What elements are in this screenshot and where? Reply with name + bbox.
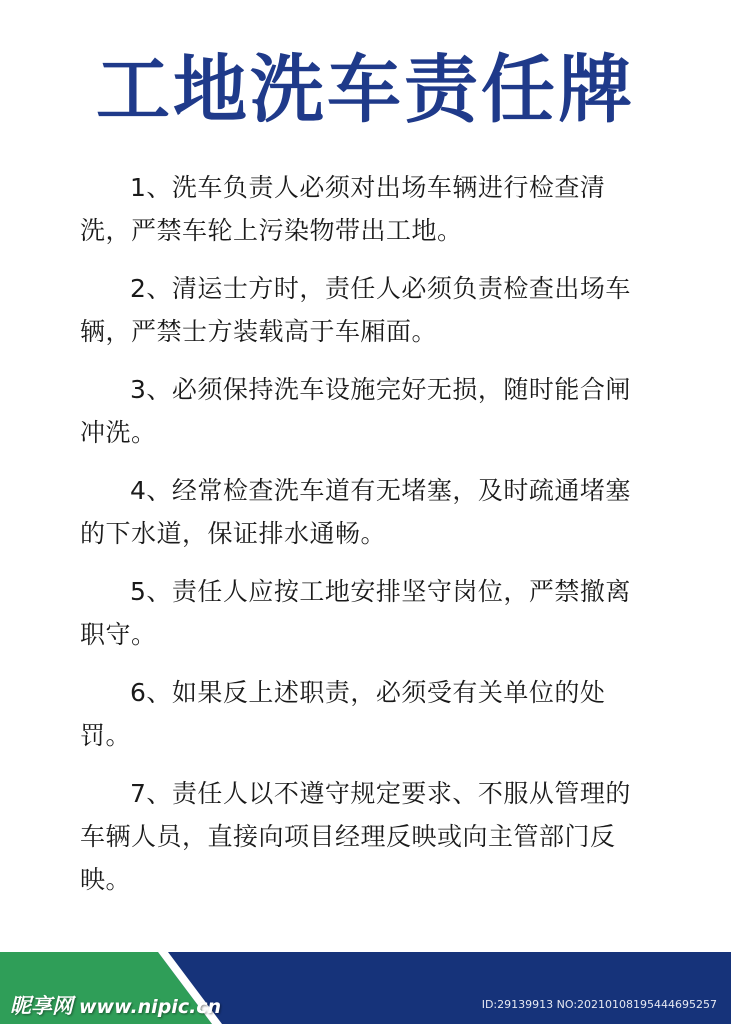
watermark-id: ID:29139913 NO:20210108195444695257	[481, 998, 717, 1011]
rule-item: 7、责任人以不遵守规定要求、不服从管理的车辆人员，直接向项目经理反映或向主管部门反映。	[80, 779, 631, 894]
rule-item: 4、经常检查洗车道有无堵塞，及时疏通堵塞的下水道，保证排水通畅。	[80, 476, 631, 548]
watermark-brand: 昵享网	[10, 994, 73, 1018]
page-title: 工地洗车责任牌	[96, 47, 635, 133]
watermark-site: www.nipic.cn	[79, 996, 222, 1018]
rules-list	[80, 166, 650, 916]
rule-item: 1、洗车负责人必须对出场车辆进行检查清洗，严禁车轮上污染物带出工地。	[80, 173, 606, 245]
rule-item: 6、如果反上述职责，必须受有关单位的处罚。	[80, 678, 606, 750]
watermark-logo	[10, 990, 221, 1020]
rule-item: 5、责任人应按工地安排坚守岗位，严禁撤离职守。	[80, 577, 631, 649]
rule-item: 3、必须保持洗车设施完好无损，随时能合闸冲洗。	[80, 375, 631, 447]
rule-item: 2、清运士方时，责任人必须负责检查出场车辆，严禁士方装载高于车厢面。	[80, 274, 631, 346]
